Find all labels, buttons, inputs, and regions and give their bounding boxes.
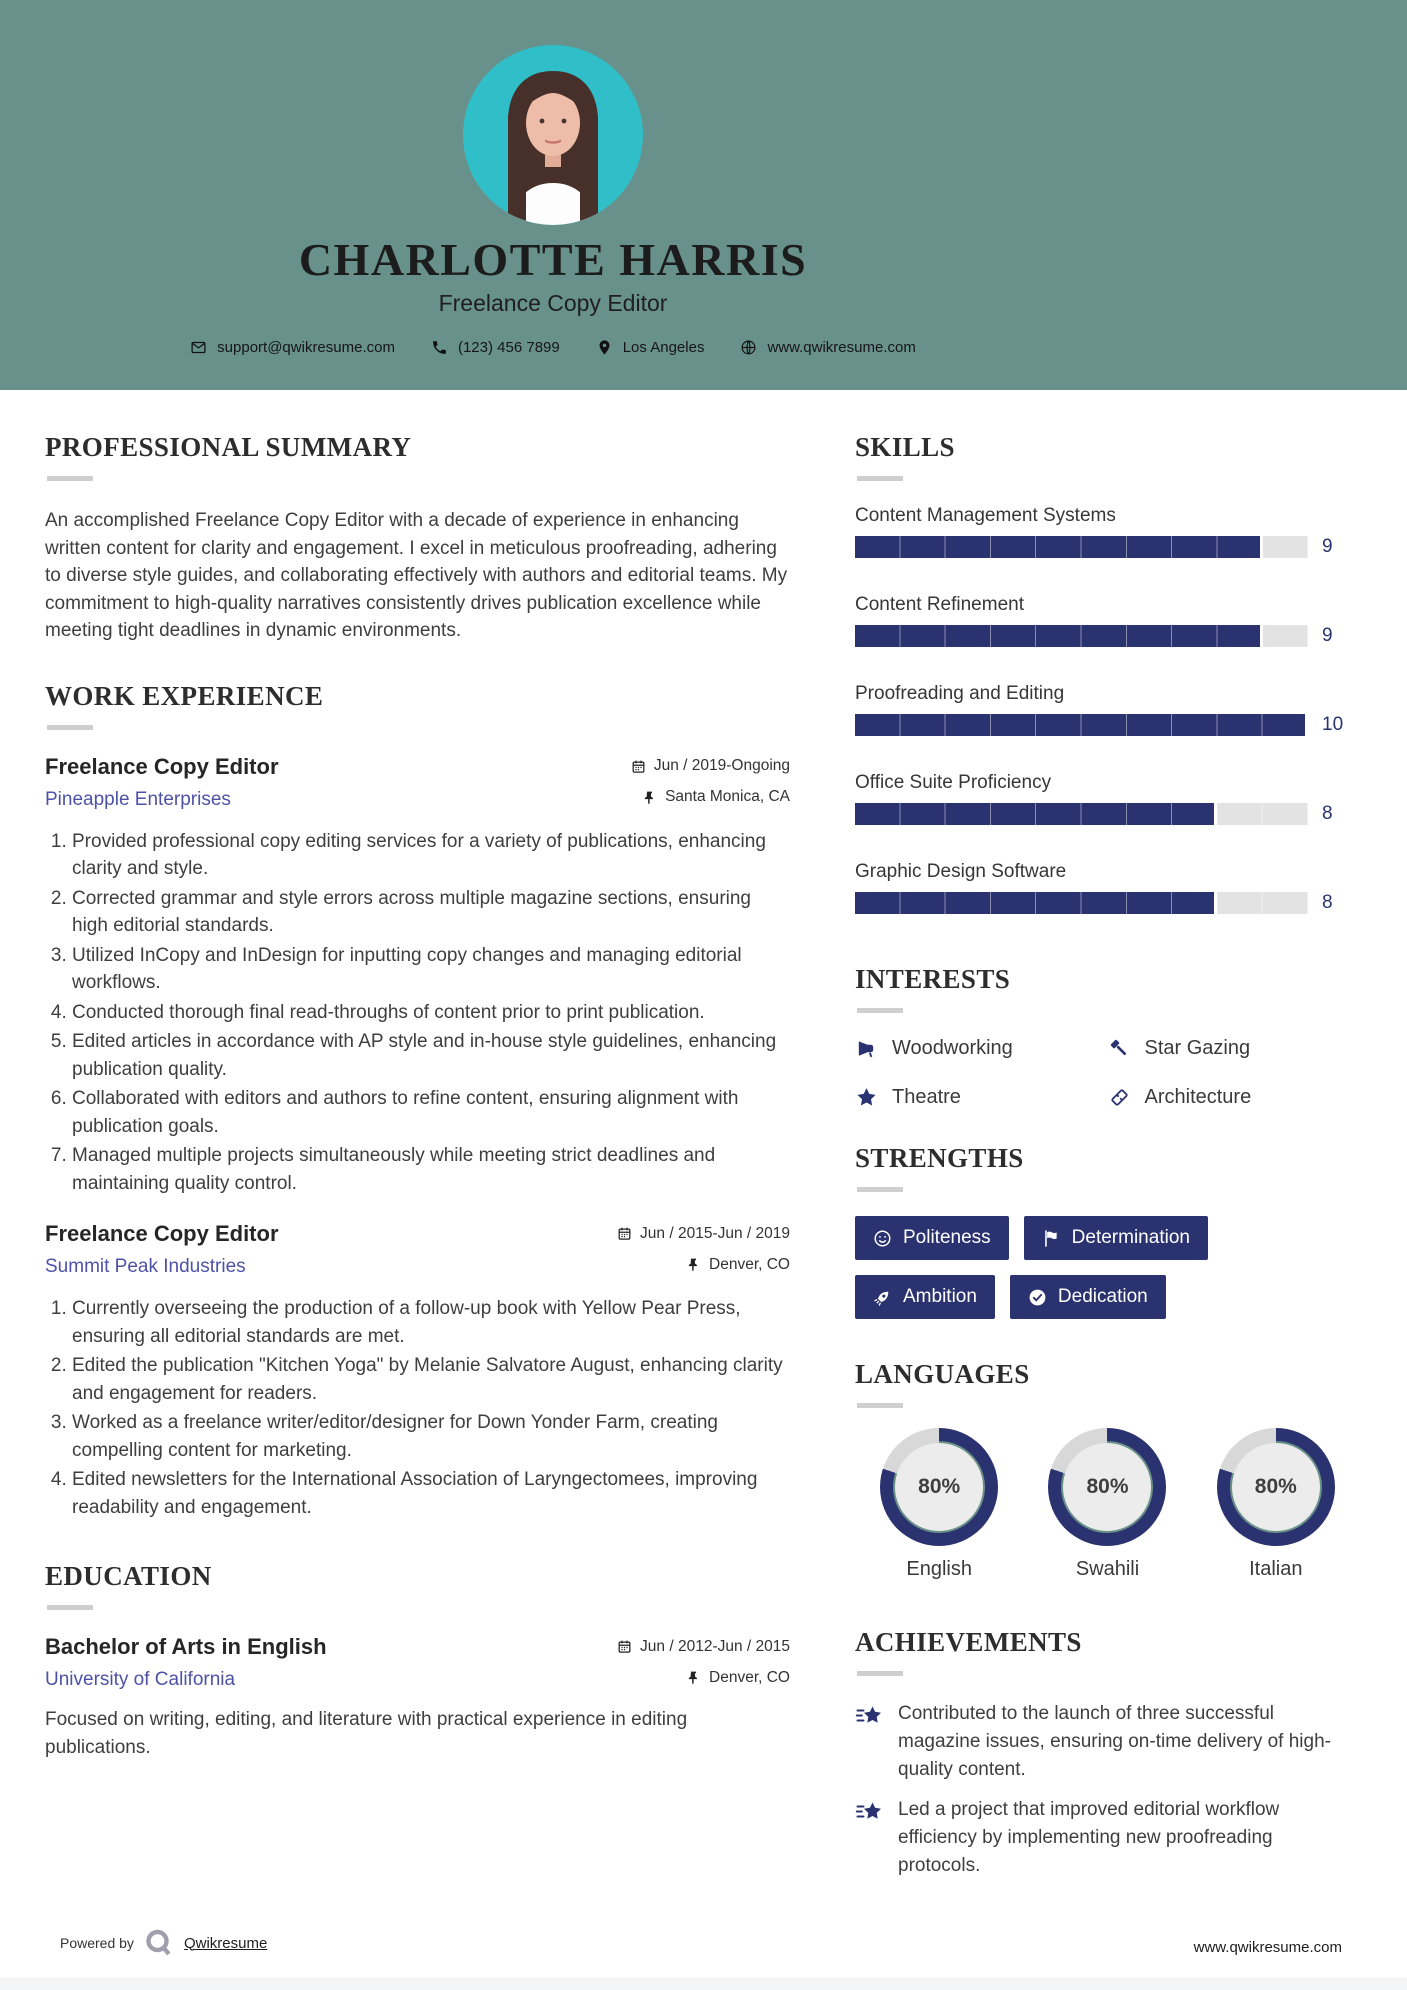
job-bullet-list <box>45 828 790 1198</box>
language-label: Swahili <box>1075 1558 1140 1580</box>
strength-badge <box>855 1275 995 1319</box>
phone-icon <box>431 339 448 356</box>
education-school-row <box>45 1660 790 1691</box>
job-dates-text: Jun / 2015-Jun / 2019 <box>640 1224 790 1242</box>
skill-bar-row <box>855 892 1360 914</box>
ticket-icon <box>1108 1086 1131 1109</box>
skill-label: Proofreading and Editing <box>855 683 1065 704</box>
job-title-row <box>45 754 790 780</box>
skill-item <box>855 505 1360 558</box>
job-company-row <box>45 1247 790 1278</box>
section-heading-education: EDUCATION <box>45 1561 212 1591</box>
interest-label: Woodworking <box>892 1037 1013 1059</box>
smiley-icon <box>873 1229 892 1248</box>
contact-email <box>190 339 395 356</box>
person-name: CHARLOTTE HARRIS <box>298 234 808 285</box>
qwikresume-link[interactable]: Qwikresume <box>183 1934 268 1952</box>
skill-bar-track <box>855 714 1308 736</box>
job-bullet: 1. Currently overseeing the production of a follow-up book with Yellow Pear Press, ensuring all editorial standards are met. <box>72 1295 790 1350</box>
skill-bar-track <box>855 892 1308 914</box>
profile-photo <box>463 45 643 225</box>
skill-item <box>855 772 1360 825</box>
job-bullet-list <box>45 1295 790 1521</box>
job-bullet: 4. Conducted thorough final read-throughs of content prior to print publication. <box>72 999 790 1027</box>
heading-underline <box>857 476 903 481</box>
check-circle-icon <box>1028 1288 1047 1307</box>
section-heading-skills: SKILLS <box>855 432 955 462</box>
job-bullet: 4. Edited newsletters for the International Association of Laryngectomees, improving readability and engagement. <box>72 1466 790 1521</box>
job-bullet: 3. Utilized InCopy and InDesign for inputting copy changes and managing editorial workflows. <box>72 942 790 997</box>
heading-underline <box>47 1605 93 1610</box>
job-dates-text: Jun / 2019-Ongoing <box>653 757 790 774</box>
job-entry-1 <box>45 754 790 1198</box>
skill-value: 9 <box>1322 625 1333 646</box>
gavel-icon <box>1108 1037 1131 1060</box>
education-location <box>686 1669 790 1687</box>
job-entry-2 <box>45 1221 790 1521</box>
job-location <box>642 788 790 806</box>
achievement-item <box>855 1796 1360 1880</box>
contact-row <box>190 339 916 356</box>
language-label: Italian <box>1249 1558 1303 1580</box>
job-location <box>686 1256 790 1274</box>
interest-label: Star Gazing <box>1144 1037 1251 1059</box>
job-company-row <box>45 780 790 811</box>
header <box>0 0 1407 390</box>
job-company: Pineapple Enterprises <box>45 788 231 810</box>
interest-item <box>855 1037 1108 1060</box>
pushpin-icon <box>686 1670 701 1685</box>
person-title: Freelance Copy Editor <box>438 290 668 316</box>
skill-bar-row <box>855 714 1360 736</box>
megaphone-icon <box>855 1037 878 1060</box>
contact-location <box>596 339 705 356</box>
skill-value: 8 <box>1322 892 1333 913</box>
calendar-icon <box>617 1639 632 1654</box>
section-heading-summary: PROFESSIONAL SUMMARY <box>45 432 412 462</box>
strength-badge <box>855 1216 1009 1260</box>
section-heading-strengths: STRENGTHS <box>855 1143 1024 1173</box>
achievement-item <box>855 1700 1360 1784</box>
skill-value: 8 <box>1322 803 1333 824</box>
calendar-icon <box>617 1226 632 1241</box>
skill-value: 10 <box>1322 714 1344 735</box>
language-label: English <box>906 1558 972 1580</box>
section-heading-languages: LANGUAGES <box>855 1359 1030 1389</box>
star-icon <box>855 1086 878 1109</box>
strength-badge <box>1010 1275 1166 1319</box>
language-item <box>855 1428 1023 1581</box>
main-content <box>0 390 1407 1880</box>
language-donut <box>1048 1428 1166 1546</box>
interest-label: Architecture <box>1144 1086 1252 1108</box>
map-pin-icon <box>596 339 613 356</box>
shooting-star-icon <box>855 1702 883 1730</box>
right-column <box>855 432 1360 1880</box>
education-degree-row <box>45 1634 790 1660</box>
interest-item <box>855 1086 1108 1109</box>
job-dates <box>617 1225 790 1243</box>
section-heading-achievements: ACHIEVEMENTS <box>855 1627 1082 1657</box>
strength-badge <box>1024 1216 1208 1260</box>
skill-item <box>855 683 1360 736</box>
job-title: Freelance Copy Editor <box>45 1221 279 1246</box>
envelope-icon <box>190 339 207 356</box>
globe-icon <box>740 339 757 356</box>
language-donut <box>880 1428 998 1546</box>
interests-grid <box>855 1037 1360 1109</box>
section-heading-interests: INTERESTS <box>855 964 1011 994</box>
donut-percent: 80% <box>1063 1443 1151 1531</box>
donut-percent: 80% <box>1232 1443 1320 1531</box>
heading-underline <box>47 725 93 730</box>
job-location-text: Denver, CO <box>709 1255 790 1273</box>
strength-label: Dedication <box>1057 1286 1148 1307</box>
donut-percent: 80% <box>895 1443 983 1531</box>
pushpin-icon <box>686 1257 701 1272</box>
interest-item <box>1108 1037 1361 1060</box>
contact-website-text: www.qwikresume.com <box>767 339 916 356</box>
skill-label: Graphic Design Software <box>855 861 1067 882</box>
heading-underline <box>47 476 93 481</box>
education-degree: Bachelor of Arts in English <box>45 1634 327 1659</box>
job-location-text: Santa Monica, CA <box>665 788 790 805</box>
skill-bar-track <box>855 803 1308 825</box>
job-bullet: 3. Worked as a freelance writer/editor/designer for Down Yonder Farm, creating compelling content for marketing. <box>72 1409 790 1464</box>
education-dates-text: Jun / 2012-Jun / 2015 <box>640 1637 790 1655</box>
strength-label: Determination <box>1071 1227 1190 1248</box>
education-dates <box>617 1638 790 1656</box>
education-location-text: Denver, CO <box>709 1668 790 1686</box>
skill-bar-row <box>855 803 1360 825</box>
education-entry <box>45 1634 790 1761</box>
heading-underline <box>857 1671 903 1676</box>
language-item <box>1192 1428 1360 1581</box>
skill-bar-fill <box>855 803 1217 825</box>
job-bullet: 7. Managed multiple projects simultaneously while meeting strict deadlines and maintaining quality control. <box>72 1142 790 1197</box>
footer-left <box>60 1928 267 1958</box>
skill-bar-fill <box>855 536 1263 558</box>
rocket-icon <box>873 1288 892 1307</box>
job-bullet: 2. Corrected grammar and style errors across multiple magazine sections, ensuring high editorial standards. <box>72 885 790 940</box>
job-title-row <box>45 1221 790 1247</box>
skill-bar-row <box>855 625 1360 647</box>
header-inner <box>0 0 1106 356</box>
skill-bar-row <box>855 536 1360 558</box>
interest-item <box>1108 1086 1361 1109</box>
skill-value: 9 <box>1322 536 1333 557</box>
language-item <box>1023 1428 1191 1581</box>
job-bullet: 6. Collaborated with editors and authors to refine content, ensuring alignment with publication goals. <box>72 1085 790 1140</box>
contact-phone <box>431 339 560 356</box>
contact-website <box>740 339 915 356</box>
skill-item <box>855 594 1360 647</box>
calendar-icon <box>631 759 646 774</box>
qwikresume-logo-icon <box>144 1928 174 1958</box>
heading-underline <box>857 1187 903 1192</box>
achievement-text: Led a project that improved editorial workflow efficiency by implementing new proofreading protocols. <box>898 1799 1280 1876</box>
strength-label: Ambition <box>903 1286 977 1307</box>
heading-underline <box>857 1403 903 1408</box>
job-title: Freelance Copy Editor <box>45 753 279 779</box>
achievements-list <box>855 1700 1360 1880</box>
heading-underline <box>857 1008 903 1013</box>
flag-icon <box>1042 1229 1061 1248</box>
skill-bar-fill <box>855 625 1263 647</box>
job-bullet: 2. Edited the publication "Kitchen Yoga" by Melanie Salvatore August, enhancing clarity and engagement for readers. <box>72 1352 790 1407</box>
pushpin-icon <box>642 790 657 805</box>
interest-label: Theatre <box>892 1086 961 1108</box>
left-column <box>45 432 790 1880</box>
education-description: Focused on writing, editing, and literature with practical experience in editing publications. <box>45 1709 688 1758</box>
footer-website[interactable]: www.qwikresume.com <box>1193 1939 1342 1956</box>
bottom-strip <box>0 1978 1407 1990</box>
contact-location-text: Los Angeles <box>622 339 705 356</box>
job-bullet: 1. Provided professional copy editing services for a variety of publications, enhancing clarity and style. <box>72 828 790 883</box>
achievement-text: Contributed to the launch of three successful magazine issues, ensuring on-time delivery of high-quality content. <box>898 1703 1331 1780</box>
languages-row <box>855 1428 1360 1581</box>
shooting-star-icon <box>855 1798 883 1826</box>
skill-label: Content Refinement <box>855 594 1024 615</box>
skill-bar-fill <box>855 892 1217 914</box>
education-school: University of California <box>45 1669 236 1690</box>
skill-label: Content Management Systems <box>855 505 1116 526</box>
job-company: Summit Peak Industries <box>45 1256 246 1277</box>
skill-bar-track <box>855 625 1308 647</box>
skill-bar-fill <box>855 714 1308 736</box>
contact-phone-text: (123) 456 7899 <box>457 339 560 356</box>
skill-bar-track <box>855 536 1308 558</box>
job-bullet: 5. Edited articles in accordance with AP style and in-house style guidelines, enhancing publication quality. <box>72 1028 790 1083</box>
skill-item <box>855 861 1360 914</box>
powered-by-label: Powered by <box>60 1935 134 1951</box>
skill-label: Office Suite Proficiency <box>855 772 1052 793</box>
language-donut <box>1217 1428 1335 1546</box>
section-heading-experience: WORK EXPERIENCE <box>45 680 324 711</box>
strengths-badges <box>855 1216 1315 1319</box>
summary-text: An accomplished Freelance Copy Editor with a decade of experience in enhancing written content for clarity and engagement. I excel in meticulous proofreading, adhering to diverse style guides, and collaborating effectively with authors and editorial teams. My commitment to high-quality narratives consistently drives publication excellence while meeting tight deadlines in dynamic environments. <box>45 510 788 641</box>
contact-email-text: support@qwikresume.com <box>217 339 395 356</box>
strength-label: Politeness <box>903 1227 991 1248</box>
job-dates <box>631 757 790 775</box>
